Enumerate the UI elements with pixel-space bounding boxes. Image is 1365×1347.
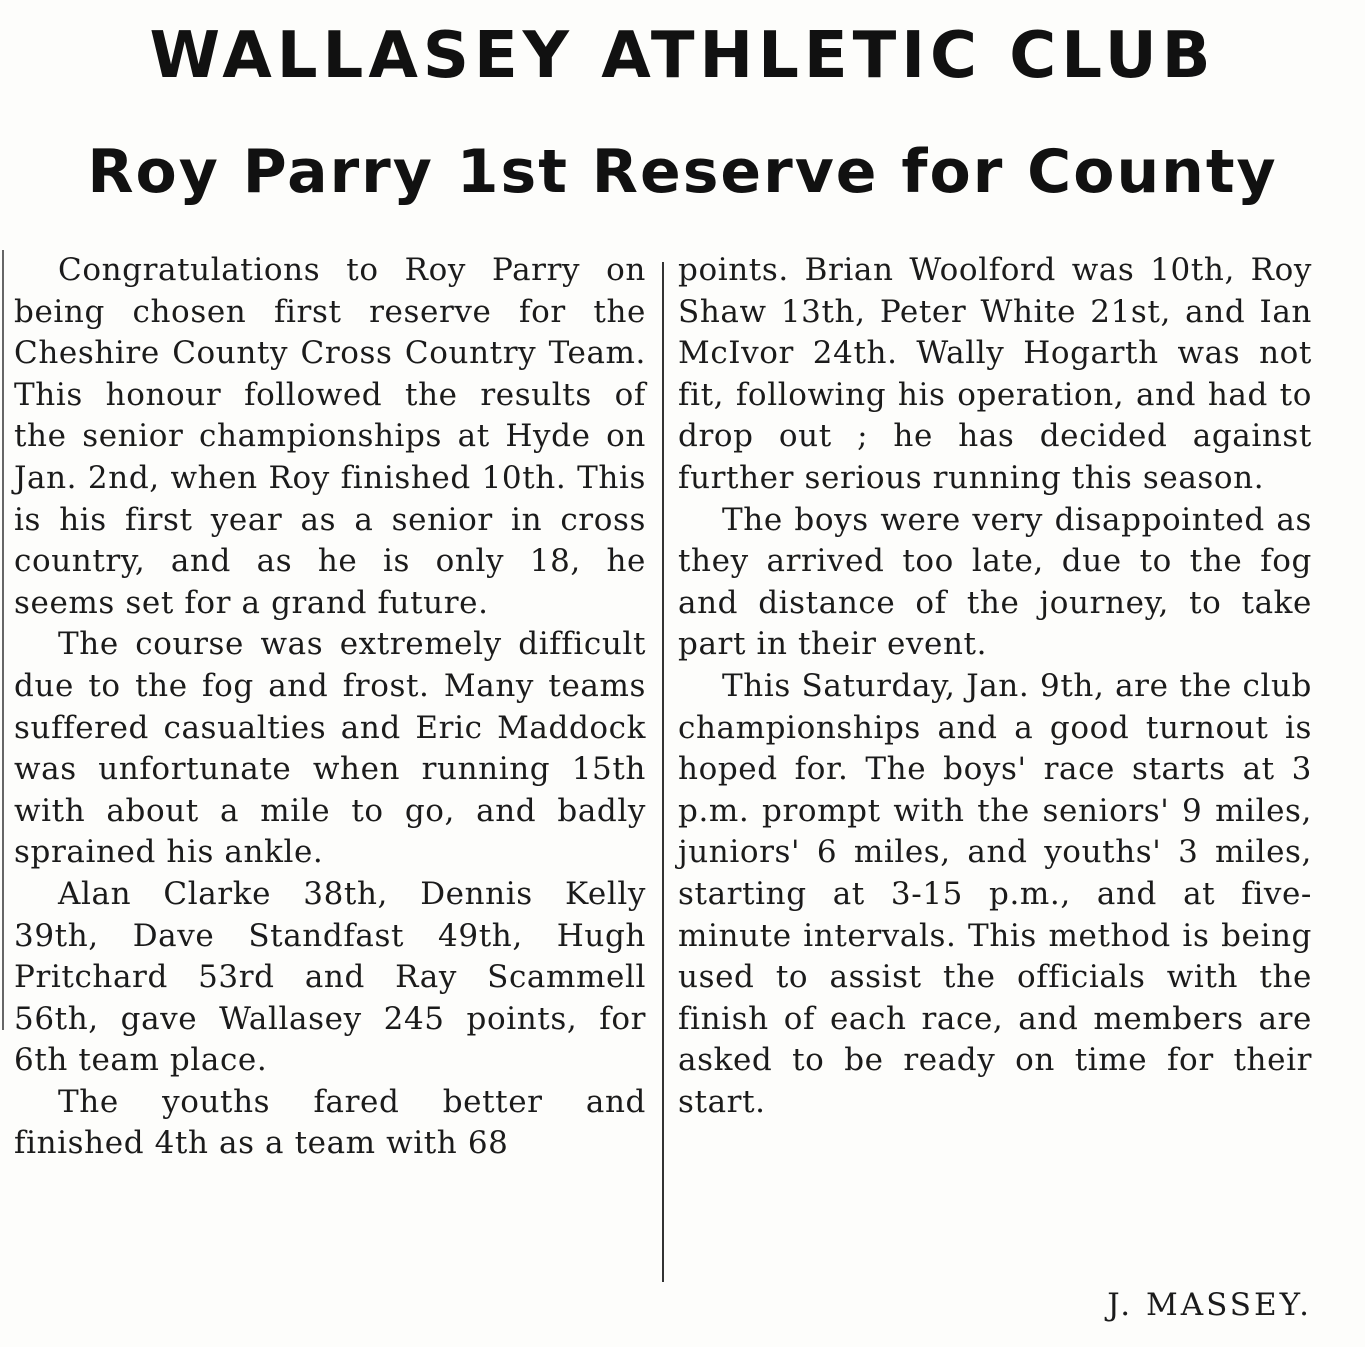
paragraph-youths: The youths fared better and finished 4th as a team with 68 xyxy=(14,1083,646,1162)
paragraph-club-championships: This Saturday, Jan. 9th, are the club championships and a good turnout is hoped for. The boys' race starts at 3 p.m. prompt with the seniors' 9 miles, juniors' 6 miles, and youths' 3 miles, starting at 3-15 p.m., and at five-minute intervals. This method is being used to assist the officials with the finish of each race, and members are asked to be ready on time for their start. xyxy=(678,667,1312,1120)
paragraph-course: The course was extremely difficult due to the fog and frost. Many teams suffered casualties and Eric Maddock was unfortunate when running 15th with about a mile to go, and badly sprained his ankle. xyxy=(14,626,646,871)
masthead-title: WALLASEY ATHLETIC CLUB xyxy=(149,19,1216,93)
article-headline: Roy Parry 1st Reserve for County xyxy=(87,137,1278,207)
column-divider xyxy=(662,262,664,1282)
column-border-left xyxy=(2,250,4,1030)
paragraph-team-results: Alan Clarke 38th, Dennis Kelly 39th, Dave Standfast 49th, Hugh Pritchard 53rd and Ray Scammell 56th, gave Wallasey 245 points, for 6th team place. xyxy=(14,875,646,1079)
article-column-left xyxy=(14,250,646,1165)
paragraph-congratulations: Congratulations to Roy Parry on being chosen first reserve for the Cheshire County Cross Country Team. This honour followed the results of the senior championships at Hyde on Jan. 2nd, when Roy finished 10th. This is his first year as a senior in cross country, and as he is only 18, he seems set for a grand future. xyxy=(14,252,646,621)
paragraph-boys: The boys were very disappointed as they arrived too late, due to the fog and distance of the journey, to take part in their event. xyxy=(678,501,1312,663)
paragraph-youths-continued: points. Brian Woolford was 10th, Roy Shaw 13th, Peter White 21st, and Ian McIvor 24th. Wally Hogarth was not fit, following his operation, and had to drop out ; he has decided against further serious running this season. xyxy=(678,252,1312,496)
author-signature: J. MASSEY. xyxy=(1107,1287,1312,1323)
article-column-right xyxy=(678,250,1312,1123)
